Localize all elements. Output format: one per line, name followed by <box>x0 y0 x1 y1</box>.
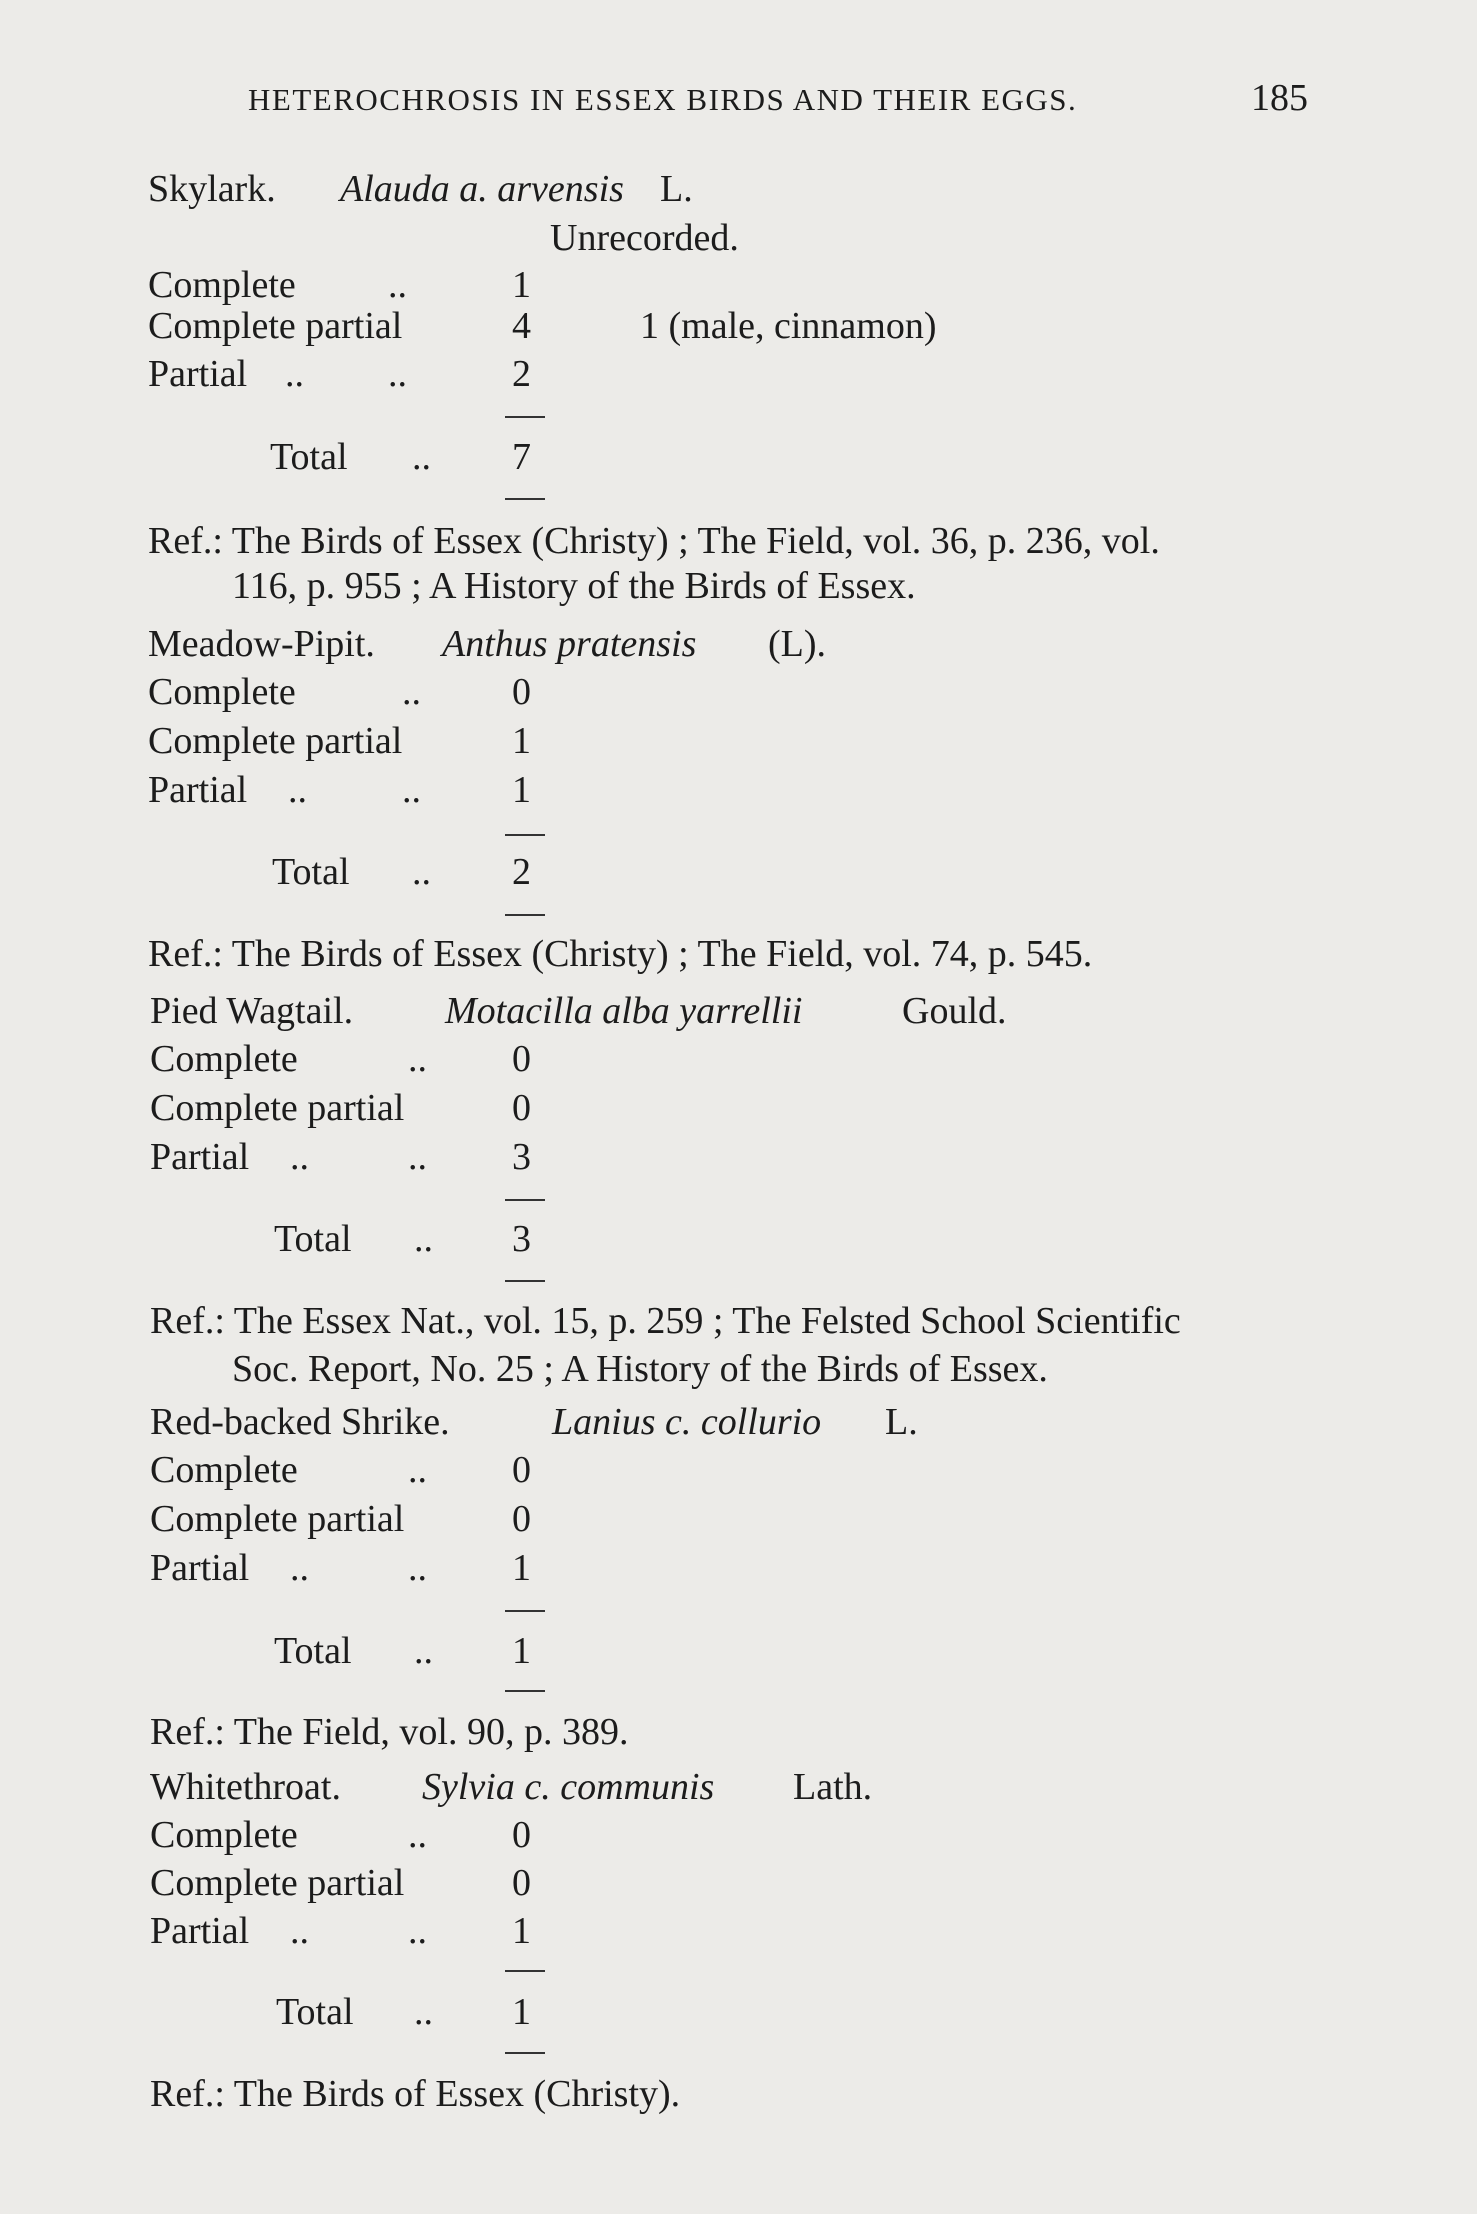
species-common-name: Pied Wagtail. <box>150 990 354 1032</box>
species-common-name: Meadow-Pipit. <box>148 623 375 665</box>
row-label-total: Total <box>274 1630 352 1672</box>
row-dots: .. <box>388 353 407 395</box>
count-partial: 1 <box>512 769 531 811</box>
row-dots: .. <box>412 851 431 893</box>
reference-line: Ref.: The Birds of Essex (Christy) ; The Field, vol. 36, p. 236, vol. <box>148 520 1160 562</box>
side-note: 1 (male, cinnamon) <box>640 305 937 347</box>
row-label-partial: Partial <box>150 1136 250 1178</box>
row-dots: .. <box>408 1814 427 1856</box>
count-partial: 2 <box>512 353 531 395</box>
sum-rule <box>505 834 545 836</box>
count-complete-partial: 0 <box>512 1862 531 1904</box>
row-label-complete-partial: Complete partial <box>148 305 403 347</box>
row-dots: .. <box>408 1547 427 1589</box>
count-complete: 1 <box>512 264 531 306</box>
count-complete-partial: 4 <box>512 305 531 347</box>
row-dots: .. <box>290 1136 309 1178</box>
row-label-complete: Complete <box>150 1038 298 1080</box>
species-authority: Lath. <box>793 1766 873 1808</box>
count-complete-partial: 1 <box>512 720 531 762</box>
sum-rule <box>505 1199 545 1201</box>
row-label-complete-partial: Complete partial <box>148 720 403 762</box>
count-complete: 0 <box>512 1814 531 1856</box>
row-dots: .. <box>402 671 421 713</box>
species-common-name: Skylark. <box>148 168 276 210</box>
sum-rule <box>505 498 545 500</box>
row-label-total: Total <box>270 436 348 478</box>
reference-line: Ref.: The Birds of Essex (Christy). <box>150 2073 681 2115</box>
row-label-partial: Partial <box>150 1547 250 1589</box>
row-label-complete: Complete <box>148 671 296 713</box>
species-latin-name: Sylvia c. communis <box>422 1766 715 1808</box>
species-common-name: Red-backed Shrike. <box>150 1401 450 1443</box>
species-authority: L. <box>885 1401 918 1443</box>
row-dots: .. <box>414 1218 433 1260</box>
count-total: 2 <box>512 851 531 893</box>
count-partial: 3 <box>512 1136 531 1178</box>
species-latin-name: Motacilla alba yarrellii <box>445 990 803 1032</box>
row-label-complete: Complete <box>150 1814 298 1856</box>
sum-rule <box>505 1610 545 1612</box>
row-label-partial: Partial <box>148 353 248 395</box>
count-complete: 0 <box>512 1038 531 1080</box>
row-dots: .. <box>414 1630 433 1672</box>
running-header <box>248 77 1308 119</box>
reference-line: Ref.: The Birds of Essex (Christy) ; The Field, vol. 74, p. 545. <box>148 933 1093 975</box>
species-common-name: Whitethroat. <box>150 1766 341 1808</box>
species-authority: Gould. <box>902 990 1007 1032</box>
row-dots: .. <box>402 769 421 811</box>
count-complete: 0 <box>512 671 531 713</box>
reference-line: Ref.: The Field, vol. 90, p. 389. <box>150 1711 629 1753</box>
row-label-partial: Partial <box>148 769 248 811</box>
row-label-complete-partial: Complete partial <box>150 1862 405 1904</box>
species-authority: L. <box>660 168 693 210</box>
reference-line-continued: 116, p. 955 ; A History of the Birds of Essex. <box>232 565 916 607</box>
row-dots: .. <box>408 1449 427 1491</box>
row-label-partial: Partial <box>150 1910 250 1952</box>
row-dots: .. <box>412 436 431 478</box>
row-label-complete: Complete <box>150 1449 298 1491</box>
sum-rule <box>505 1690 545 1692</box>
row-dots: .. <box>288 769 307 811</box>
sum-rule <box>505 1280 545 1282</box>
count-total: 1 <box>512 1630 531 1672</box>
row-dots: .. <box>290 1910 309 1952</box>
row-label-complete-partial: Complete partial <box>150 1087 405 1129</box>
row-label-total: Total <box>274 1218 352 1260</box>
row-label-complete-partial: Complete partial <box>150 1498 405 1540</box>
species-latin-name: Anthus pratensis <box>442 623 697 665</box>
row-label-total: Total <box>272 851 350 893</box>
sum-rule <box>505 1970 545 1972</box>
species-note: Unrecorded. <box>550 217 739 259</box>
count-complete-partial: 0 <box>512 1087 531 1129</box>
row-dots: .. <box>414 1991 433 2033</box>
sum-rule <box>505 416 545 418</box>
row-label-complete: Complete <box>148 264 296 306</box>
row-dots: .. <box>408 1136 427 1178</box>
row-label-total: Total <box>276 1991 354 2033</box>
row-dots: .. <box>408 1910 427 1952</box>
sum-rule <box>505 2052 545 2054</box>
reference-line-continued: Soc. Report, No. 25 ; A History of the Birds of Essex. <box>232 1348 1048 1390</box>
species-latin-name: Lanius c. collurio <box>552 1401 822 1443</box>
row-dots: .. <box>290 1547 309 1589</box>
count-partial: 1 <box>512 1910 531 1952</box>
count-partial: 1 <box>512 1547 531 1589</box>
count-total: 3 <box>512 1218 531 1260</box>
page-number: 185 <box>1251 77 1308 119</box>
count-complete: 0 <box>512 1449 531 1491</box>
count-complete-partial: 0 <box>512 1498 531 1540</box>
count-total: 1 <box>512 1991 531 2033</box>
species-latin-name: Alauda a. arvensis <box>340 168 624 210</box>
running-title: HETEROCHROSIS IN ESSEX BIRDS AND THEIR EGGS. <box>248 82 1078 117</box>
species-authority: (L). <box>768 623 827 665</box>
row-dots: .. <box>285 353 304 395</box>
row-dots: .. <box>388 264 407 306</box>
row-dots: .. <box>408 1038 427 1080</box>
reference-line: Ref.: The Essex Nat., vol. 15, p. 259 ; The Felsted School Scientific <box>150 1300 1181 1342</box>
count-total: 7 <box>512 436 531 478</box>
sum-rule <box>505 914 545 916</box>
